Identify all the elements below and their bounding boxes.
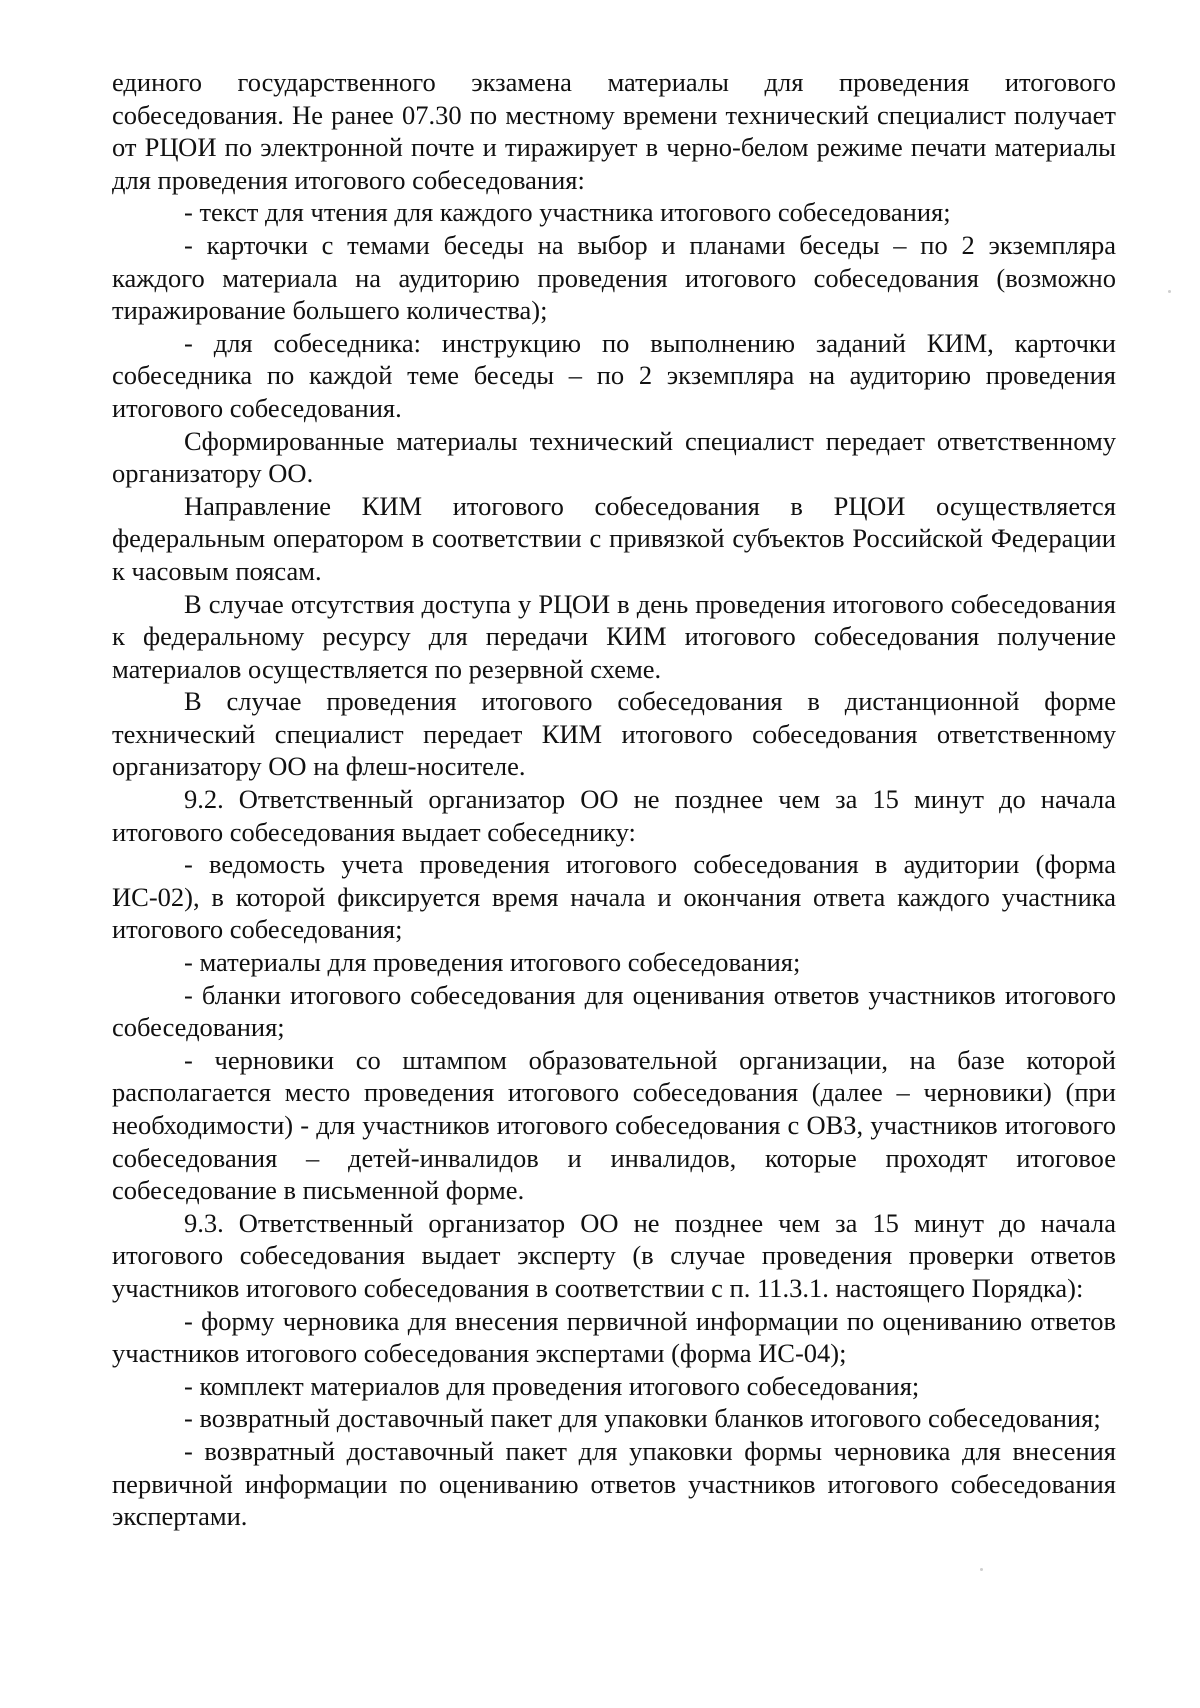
- list-item-materials: - материалы для проведения итогового собеседования;: [184, 947, 801, 978]
- list-item-return-package-forms: - возвратный доставочный пакет для упаковки бланков итогового собеседования;: [184, 1403, 1101, 1434]
- section-9-2: 9.2. Ответственный организатор ОО не позднее чем за 15 минут до начала итогового собеседования выдает собеседнику:: [112, 784, 1116, 847]
- list-item-topic-cards: - карточки с темами беседы на выбор и планами беседы – по 2 экземпляра каждого материала на аудиторию проведения итогового собеседования (возможно тиражирование большего количества);: [112, 229, 1116, 326]
- list-item-form-is-04: - форму черновика для внесения первичной информации по оцениванию ответов участников итогового собеседования экспертами (форма ИС-04);: [112, 1305, 1116, 1369]
- list-item-form-is-02: - ведомость учета проведения итогового собеседования в аудитории (форма ИС-02), в которой фиксируется время начала и окончания ответа каждого участника итогового собеседования;: [112, 849, 1116, 945]
- paragraph-remote-form: В случае проведения итогового собеседования в дистанционной форме технический специалист передает КИМ итогового собеседования ответственному организатору ОО на флеш-носителе.: [112, 686, 1116, 782]
- paragraph-materials-handover: Сформированные материалы технический специалист передает ответственному организатору ОО.: [112, 425, 1116, 489]
- section-9-3: 9.3. Ответственный организатор ОО не позднее чем за 15 минут до начала итогового собеседования выдает эксперту (в случае проведения проверки ответов участников итогового собеседования в соответствии с п. 11.3.1. настоящего Порядка):: [112, 1207, 1116, 1303]
- list-item-materials-kit: - комплект материалов для проведения итогового собеседования;: [184, 1370, 920, 1401]
- scan-speck: [980, 1568, 983, 1571]
- list-item-return-package-drafts: - возвратный доставочный пакет для упаковки формы черновика для внесения первичной информации по оцениванию ответов участников итогового собеседования экспертами.: [112, 1435, 1116, 1532]
- list-item-reading-text: - текст для чтения для каждого участника итогового собеседования;: [184, 197, 951, 228]
- list-item-drafts: - черновики со штампом образовательной организации, на базе которой располагается место проведения итогового собеседования (далее – черновики) (при необходимости) - для участников итогового собеседования с ОВЗ, участников итогового собеседования – детей-инвалидов и инвалидов, которые проходят итоговое собеседование в письменной форме.: [112, 1044, 1116, 1206]
- paragraph-reserve-scheme: В случае отсутствия доступа у РЦОИ в день проведения итогового собеседования к федеральному ресурсу для передачи КИМ итогового собеседования получение материалов осуществляется по резервной схеме.: [112, 588, 1116, 684]
- scan-speck: [1168, 290, 1171, 293]
- list-item-answer-forms: - бланки итогового собеседования для оценивания ответов участников итогового собеседования;: [112, 979, 1116, 1043]
- document-page: [112, 66, 1116, 1533]
- paragraph-continuation: единого государственного экзамена материалы для проведения итогового собеседования. Не ранее 07.30 по местному времени технический специалист получает от РЦОИ по электронной почте и тиражирует в черно-белом режиме печати материалы для проведения итогового собеседования:: [112, 67, 1116, 195]
- list-item-interlocutor-materials: - для собеседника: инструкцию по выполнению заданий КИМ, карточки собеседника по каждой теме беседы – по 2 экземпляра на аудиторию проведения итогового собеседования.: [112, 327, 1116, 423]
- paragraph-kim-direction: Направление КИМ итогового собеседования в РЦОИ осуществляется федеральным оператором в соответствии с привязкой субъектов Российской Федерации к часовым поясам.: [112, 490, 1116, 586]
